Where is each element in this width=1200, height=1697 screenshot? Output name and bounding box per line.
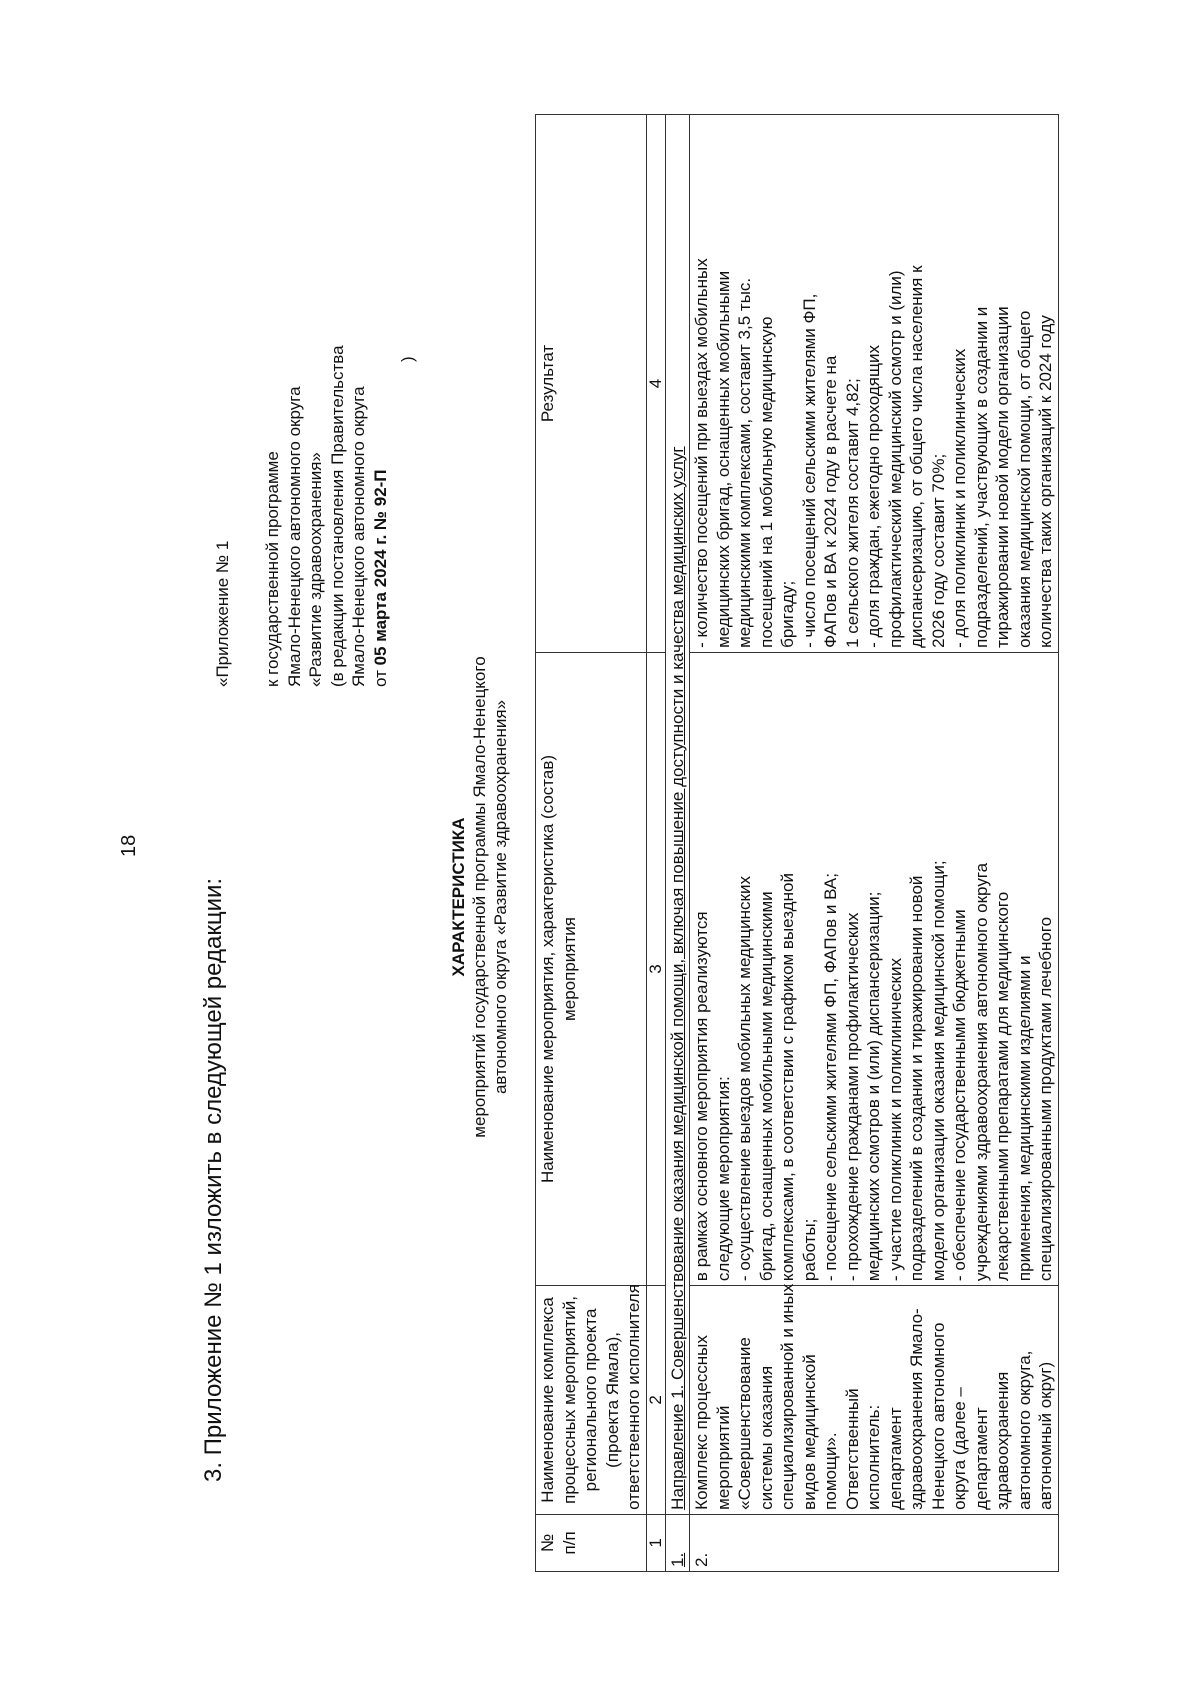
appendix-label: «Приложение № 1 [213, 540, 232, 687]
title-line: мероприятий государственной программы Ямало-Ненецкого [470, 656, 489, 1138]
date-prefix: от [370, 665, 390, 687]
basis-line: «Развитие здравоохранения» [306, 452, 325, 687]
basis-line: к государственной программе [263, 451, 282, 687]
title-line: автономного округа «Развитие здравоохранения» [491, 699, 510, 1095]
complex-name-cell: Комплекс процессных мероприятий «Совершенствование системы оказания специализированной и иных видов медицинской помощи». Ответственный исполнитель: департамент здравоохранения Ямало- Ненецкого автономного округа (далее – департамент здравоохранения автономного округа, автономный округ) [690, 1286, 1059, 1515]
decree-date: 05 марта 2024 г. № 92-П [370, 469, 390, 666]
header-cell: Наименование мероприятия, характеристика (состав) мероприятия [536, 652, 647, 1285]
intro-text: 3. Приложение № 1 изложить в следующей редакции: [200, 877, 227, 1482]
characteristics-table [535, 114, 1059, 1572]
table-row [690, 115, 1059, 1572]
appendix-basis [262, 127, 391, 687]
column-number: 3 [646, 652, 665, 1285]
header-cell: № п/п [536, 1514, 647, 1571]
column-number-row [646, 115, 665, 1572]
closing-paren: ) [398, 356, 417, 362]
basis-date-line [370, 127, 392, 687]
header-cell: Результат [536, 115, 647, 653]
column-number: 4 [646, 115, 665, 653]
basis-line: Ямало-Ненецкого автономного округа [349, 386, 368, 687]
document-title [448, 517, 511, 1277]
header-cell: Наименование комплекса процессных мероприятий, регионального проекта (проекта Ямала), ответственного исполнителя [536, 1286, 647, 1515]
page-number: 18 [118, 834, 140, 857]
table-header-row [536, 115, 647, 1572]
measure-description-cell: в рамках основного мероприятия реализуются следующие мероприятия: - осуществление выездов мобильных медицинских бригад, оснащенных мобильными медицинскими комплексами, в соответствии с графиком выездной работы; - посещение сельскими жителями ФП, ФАПов и ВА; - прохождение гражданами профилактических медицинских осмотров и (или) диспансеризации; - участие поликлиник и поликлинических подразделений в создании и тиражировании новой модели организации оказания медицинской помощи; - обеспечение государственными бюджетными учреждениями здравоохранения автономного округа лекарственными препаратами для медицинского применения, медицинскими изделиями и специализированными продуктами лечебного [690, 652, 1059, 1285]
row-number: 2. [690, 1514, 1059, 1571]
basis-line: (в редакции постановления Правительства [327, 345, 347, 687]
section-number: 1. [665, 1514, 690, 1571]
section-row [665, 115, 690, 1572]
basis-line: Ямало-Ненецкого автономного округа [284, 386, 304, 687]
section-title: Направление 1. Совершенствование оказания медицинской помощи, включая повышение доступности и качества медицинских услуг [665, 115, 690, 1515]
column-number: 1 [646, 1514, 665, 1571]
column-number: 2 [646, 1286, 665, 1515]
result-cell: - количество посещений при выездах мобильных медицинских бригад, оснащенных мобильными медицинскими комплексами, составит 3,5 тыс. посещений на 1 мобильную медицинскую бригаду; - число посещений сельскими жителями ФП, ФАПов и ВА к 2024 году в расчете на 1 сельского жителя составит 4,82; - доля граждан, ежегодно проходящих профилактический медицинский осмотр и (или) диспансеризацию, от общего числа населения к 2026 году составит 70%; - доля поликлиник и поликлинических подразделений, участвующих в создании и тиражировании новой модели организации оказания медицинской помощи, от общего количества таких организаций к 2024 году [690, 115, 1059, 653]
title-heading: ХАРАКТЕРИСТИКА [449, 817, 468, 977]
